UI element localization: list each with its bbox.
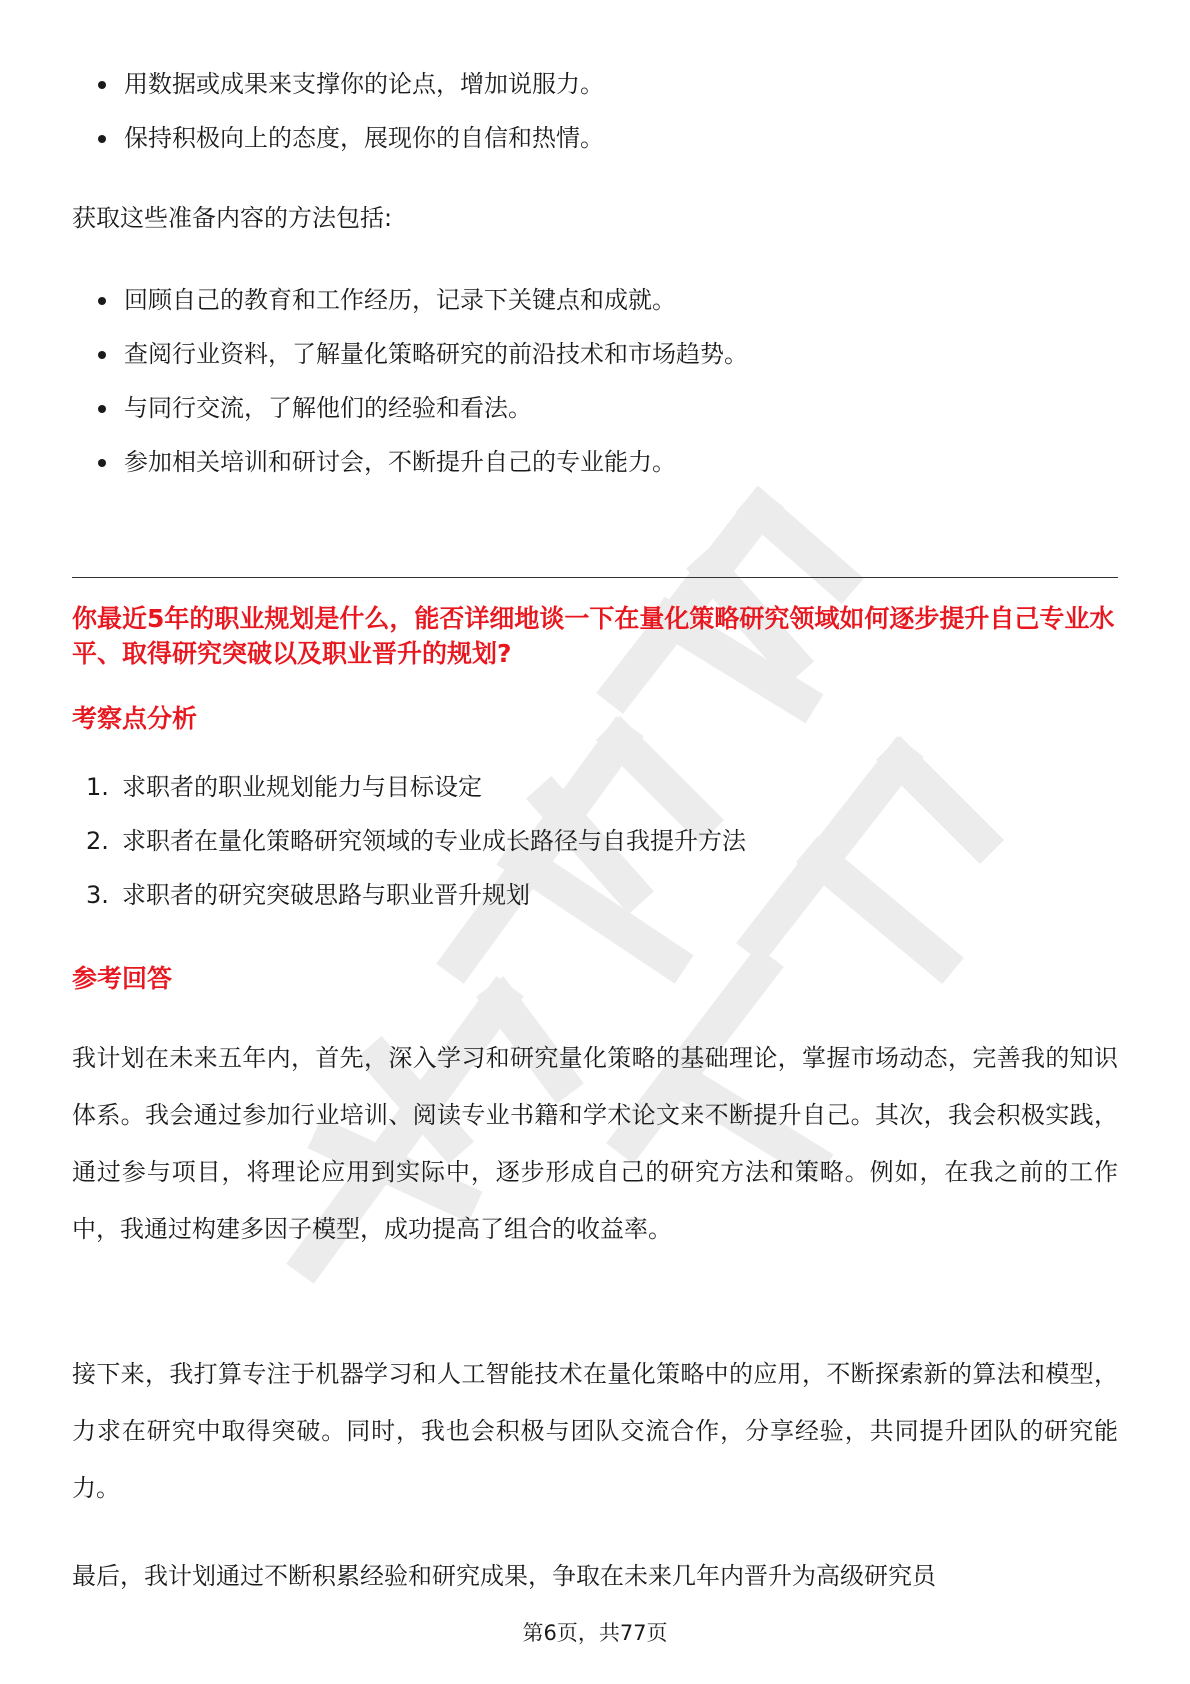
- list-item: 查阅行业资料，了解量化策略研究的前沿技术和市场趋势。: [94, 337, 748, 371]
- methods-intro: 获取这些准备内容的方法包括:: [72, 204, 393, 232]
- list-item: 回顾自己的教育和工作经历，记录下关键点和成就。: [94, 283, 748, 317]
- analysis-item: [86, 878, 746, 912]
- item-number: 3.: [86, 881, 109, 909]
- answer-title: 参考回答: [72, 964, 173, 993]
- item-number: 1.: [86, 773, 109, 801]
- item-number: 2.: [86, 827, 109, 855]
- section-divider: [72, 577, 1118, 578]
- method-bullet-list: [94, 283, 748, 479]
- analysis-item: [86, 824, 746, 858]
- answer-paragraph: 我计划在未来五年内，首先，深入学习和研究量化策略的基础理论，掌握市场动态，完善我的知识体系。我会通过参加行业培训、阅读专业书籍和学术论文来不断提升自己。其次，我会积极实践，通过参与项目，将理论应用到实际中，逐步形成自己的研究方法和策略。例如，在我之前的工作中，我通过构建多因子模型，成功提高了组合的收益率。: [72, 1044, 1118, 1243]
- list-item: 保持积极向上的态度，展现你的自信和热情。: [94, 121, 604, 155]
- item-text: 求职者的研究突破思路与职业晋升规划: [122, 881, 530, 909]
- item-text: 求职者的职业规划能力与目标设定: [122, 773, 482, 801]
- analysis-item: [86, 770, 746, 804]
- analysis-list: [86, 770, 746, 912]
- list-item: 参加相关培训和研讨会，不断提升自己的专业能力。: [94, 445, 748, 479]
- list-item: 用数据或成果来支撑你的论点，增加说服力。: [94, 67, 604, 101]
- interview-question: 你最近5年的职业规划是什么，能否详细地谈一下在量化策略研究领域如何逐步提升自己专业水平、取得研究突破以及职业晋升的规划?: [72, 604, 1115, 668]
- item-text: 求职者在量化策略研究领域的专业成长路径与自我提升方法: [122, 827, 746, 855]
- page-footer: 第6页，共77页: [522, 1621, 668, 1645]
- answer-paragraph: 接下来，我打算专注于机器学习和人工智能技术在量化策略中的应用，不断探索新的算法和模型，力求在研究中取得突破。同时，我也会积极与团队交流合作，分享经验，共同提升团队的研究能力。: [72, 1360, 1118, 1502]
- list-item: 与同行交流，了解他们的经验和看法。: [94, 391, 748, 425]
- top-bullet-list: [94, 67, 604, 155]
- answer-paragraph: 最后，我计划通过不断积累经验和研究成果，争取在未来几年内晋升为高级研究员: [72, 1562, 936, 1590]
- analysis-title: 考察点分析: [72, 704, 198, 733]
